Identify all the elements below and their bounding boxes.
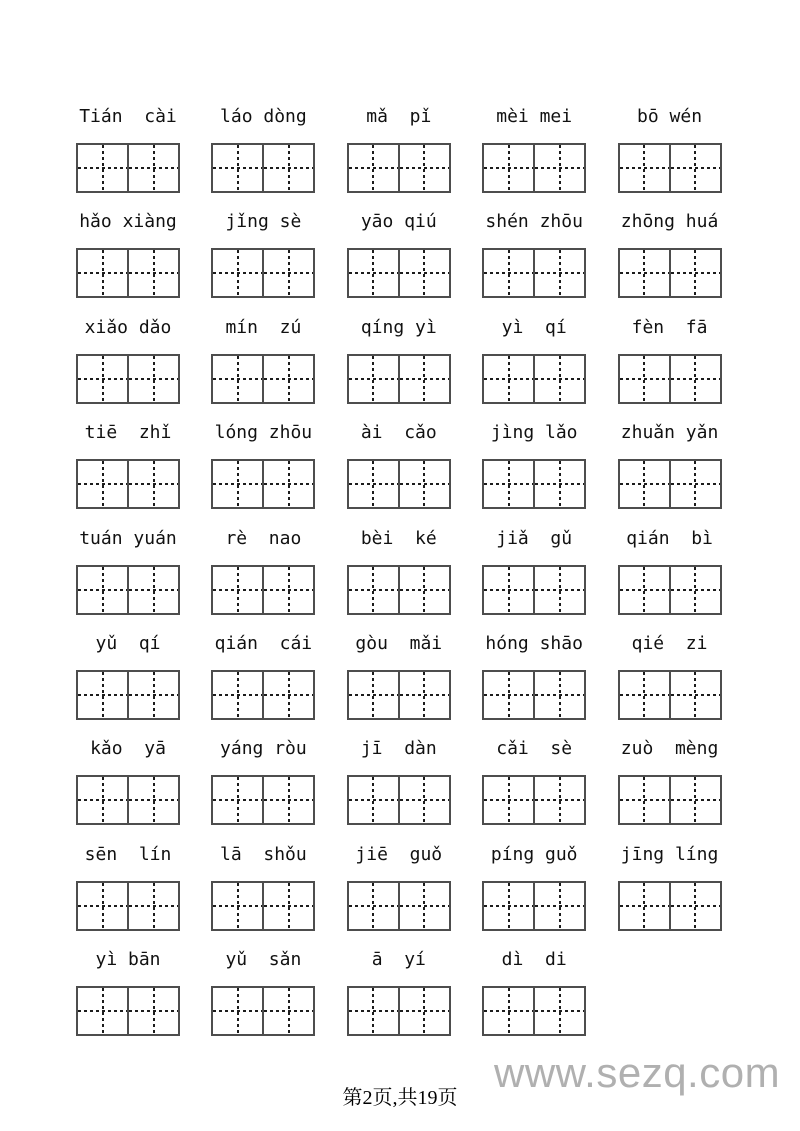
writing-grid <box>347 775 451 825</box>
writing-grid <box>211 248 315 298</box>
pinyin-label: bèi ké <box>360 527 437 549</box>
writing-grid <box>76 775 180 825</box>
grid-cell <box>533 250 584 296</box>
grid-cell <box>484 356 533 402</box>
word-item <box>482 844 586 931</box>
grid-cell <box>533 777 584 823</box>
grid-cell <box>349 250 398 296</box>
grid-cell <box>349 988 398 1034</box>
writing-grid <box>211 143 315 193</box>
grid-cell <box>262 883 313 929</box>
grid-cell <box>398 356 449 402</box>
grid-cell <box>262 250 313 296</box>
pinyin-label: mèi mei <box>496 106 573 127</box>
grid-cell <box>78 777 127 823</box>
grid-cell <box>484 567 533 613</box>
pinyin-label: jī dàn <box>360 738 437 760</box>
writing-grid <box>618 354 722 404</box>
grid-cell <box>213 672 262 718</box>
worksheet-row <box>76 528 800 615</box>
watermark: www.sezq.com <box>494 1049 781 1096</box>
writing-grid <box>211 775 315 825</box>
word-item <box>76 844 180 931</box>
grid-cell <box>349 145 398 191</box>
pinyin-label: jiǎ gǔ <box>496 527 573 549</box>
grid-cell <box>669 883 720 929</box>
grid-cell <box>349 356 398 402</box>
grid-cell <box>398 883 449 929</box>
word-item <box>211 106 315 193</box>
grid-cell <box>669 145 720 191</box>
pinyin-label: rè nao <box>225 527 302 549</box>
page-number: 第2页,共19页 <box>342 1087 458 1109</box>
writing-grid <box>482 881 586 931</box>
word-item <box>347 633 451 720</box>
word-item <box>618 211 722 298</box>
grid-cell <box>533 356 584 402</box>
worksheet-row <box>76 317 800 404</box>
pinyin-label: dì di <box>501 949 567 971</box>
grid-cell <box>349 567 398 613</box>
word-item <box>482 106 586 193</box>
grid-cell <box>398 250 449 296</box>
writing-grid <box>347 670 451 720</box>
grid-cell <box>78 356 127 402</box>
word-item <box>618 738 722 825</box>
word-item <box>211 633 315 720</box>
writing-grid <box>76 354 180 404</box>
pinyin-label: jiē guǒ <box>355 843 443 865</box>
grid-cell <box>533 988 584 1034</box>
grid-cell <box>620 250 669 296</box>
grid-cell <box>262 145 313 191</box>
word-item <box>347 106 451 193</box>
pinyin-label: fèn fā <box>631 316 708 338</box>
writing-grid <box>482 143 586 193</box>
grid-cell <box>533 672 584 718</box>
grid-cell <box>262 567 313 613</box>
writing-grid <box>76 143 180 193</box>
word-item <box>482 422 586 509</box>
word-item <box>76 949 180 1036</box>
grid-cell <box>620 672 669 718</box>
grid-cell <box>398 461 449 507</box>
grid-cell <box>484 250 533 296</box>
word-item <box>347 949 451 1036</box>
word-item <box>76 317 180 404</box>
writing-grid <box>482 354 586 404</box>
grid-cell <box>669 356 720 402</box>
grid-cell <box>484 777 533 823</box>
grid-cell <box>484 883 533 929</box>
grid-cell <box>127 250 178 296</box>
pinyin-label: Tián cài <box>79 106 177 127</box>
grid-cell <box>349 461 398 507</box>
writing-grid <box>618 670 722 720</box>
grid-cell <box>78 672 127 718</box>
pinyin-label: yǔ qí <box>95 632 161 654</box>
pinyin-label: ā yí <box>371 949 426 971</box>
grid-cell <box>262 777 313 823</box>
grid-cell <box>127 883 178 929</box>
worksheet-row <box>76 422 800 509</box>
grid-cell <box>620 883 669 929</box>
grid-cell <box>484 145 533 191</box>
word-item <box>618 528 722 615</box>
grid-cell <box>669 777 720 823</box>
grid-cell <box>620 145 669 191</box>
pinyin-label: jìng lǎo <box>490 422 578 444</box>
writing-grid <box>211 459 315 509</box>
pinyin-label: kǎo yā <box>90 738 166 760</box>
pinyin-label: cǎi sè <box>496 738 573 760</box>
pinyin-label: mín zú <box>225 316 302 338</box>
pinyin-label: yì qí <box>501 316 567 338</box>
grid-cell <box>669 461 720 507</box>
grid-cell <box>213 883 262 929</box>
writing-grid <box>618 775 722 825</box>
pinyin-label: hǎo xiàng <box>79 211 177 233</box>
writing-grid <box>482 459 586 509</box>
grid-cell <box>669 567 720 613</box>
writing-grid <box>211 670 315 720</box>
pinyin-label: qíng yì <box>360 316 437 338</box>
word-item <box>347 738 451 825</box>
grid-cell <box>349 883 398 929</box>
writing-grid <box>618 459 722 509</box>
pinyin-label: sēn lín <box>84 843 172 865</box>
writing-grid <box>618 143 722 193</box>
grid-cell <box>78 988 127 1034</box>
worksheet-row <box>76 738 800 825</box>
word-item <box>211 844 315 931</box>
writing-grid <box>347 881 451 931</box>
grid-cell <box>349 672 398 718</box>
grid-cell <box>213 567 262 613</box>
word-item <box>347 528 451 615</box>
worksheet-row <box>76 949 800 1036</box>
grid-cell <box>620 356 669 402</box>
writing-grid <box>211 986 315 1036</box>
writing-grid <box>347 354 451 404</box>
pinyin-label: yǔ sǎn <box>225 949 302 971</box>
grid-cell <box>213 988 262 1034</box>
grid-cell <box>213 461 262 507</box>
grid-cell <box>127 988 178 1034</box>
word-item <box>76 106 180 193</box>
grid-cell <box>213 145 262 191</box>
writing-grid <box>347 143 451 193</box>
pinyin-label: tiē zhǐ <box>84 422 172 444</box>
word-item <box>618 317 722 404</box>
grid-cell <box>127 145 178 191</box>
word-item <box>211 422 315 509</box>
grid-cell <box>533 883 584 929</box>
worksheet-row <box>76 844 800 931</box>
word-item <box>618 844 722 931</box>
pinyin-label: zuò mèng <box>620 738 719 760</box>
writing-grid <box>482 248 586 298</box>
writing-grid <box>76 565 180 615</box>
word-item <box>618 106 722 193</box>
pinyin-label: zhōng huá <box>620 211 719 233</box>
grid-cell <box>78 145 127 191</box>
word-item <box>347 211 451 298</box>
pinyin-label: píng guǒ <box>490 843 578 865</box>
pinyin-label: jīng líng <box>620 843 719 865</box>
writing-grid <box>76 248 180 298</box>
writing-grid <box>211 354 315 404</box>
grid-cell <box>213 356 262 402</box>
word-item <box>482 528 586 615</box>
word-item <box>618 422 722 509</box>
pinyin-label: lā shǒu <box>220 843 307 865</box>
pinyin-label: zhuǎn yǎn <box>620 422 719 444</box>
word-item <box>482 211 586 298</box>
grid-cell <box>213 777 262 823</box>
grid-cell <box>262 672 313 718</box>
writing-grid <box>618 881 722 931</box>
pinyin-label: gòu mǎi <box>355 632 443 654</box>
grid-cell <box>78 883 127 929</box>
word-item <box>211 738 315 825</box>
grid-cell <box>620 567 669 613</box>
pinyin-label: shén zhōu <box>485 211 583 233</box>
pinyin-label: jǐng sè <box>225 211 302 233</box>
pinyin-label: lóng zhōu <box>214 422 313 444</box>
writing-grid <box>618 565 722 615</box>
writing-grid <box>211 565 315 615</box>
writing-grid <box>347 565 451 615</box>
pinyin-label: yì bān <box>95 949 161 971</box>
pinyin-label: tuán yuán <box>79 527 177 549</box>
writing-grid <box>347 248 451 298</box>
pinyin-label: yāo qiú <box>360 211 437 233</box>
word-item <box>76 528 180 615</box>
grid-cell <box>620 461 669 507</box>
grid-cell <box>127 356 178 402</box>
grid-cell <box>213 250 262 296</box>
writing-grid <box>618 248 722 298</box>
word-item <box>347 422 451 509</box>
grid-cell <box>127 461 178 507</box>
grid-cell <box>620 777 669 823</box>
word-item <box>76 211 180 298</box>
word-item <box>211 211 315 298</box>
grid-cell <box>127 567 178 613</box>
grid-cell <box>398 672 449 718</box>
word-item <box>76 633 180 720</box>
grid-cell <box>262 461 313 507</box>
word-item <box>211 949 315 1036</box>
grid-cell <box>398 777 449 823</box>
word-item <box>347 844 451 931</box>
pinyin-label: xiǎo dǎo <box>84 316 172 338</box>
grid-cell <box>127 777 178 823</box>
pinyin-label: qián bì <box>626 527 713 549</box>
word-item <box>482 738 586 825</box>
grid-cell <box>484 461 533 507</box>
grid-cell <box>533 145 584 191</box>
writing-grid <box>211 881 315 931</box>
grid-cell <box>484 672 533 718</box>
word-item <box>482 317 586 404</box>
pinyin-label: qié zi <box>631 632 708 654</box>
grid-cell <box>349 777 398 823</box>
writing-grid <box>347 459 451 509</box>
grid-cell <box>533 461 584 507</box>
grid-cell <box>669 250 720 296</box>
pinyin-label: mǎ pǐ <box>366 106 432 127</box>
word-item <box>618 633 722 720</box>
pinyin-label: láo dòng <box>220 106 307 127</box>
pinyin-label: hóng shāo <box>485 632 583 654</box>
grid-cell <box>78 250 127 296</box>
word-item <box>76 738 180 825</box>
writing-grid <box>482 986 586 1036</box>
word-item <box>211 317 315 404</box>
writing-grid <box>76 881 180 931</box>
grid-cell <box>262 356 313 402</box>
grid-cell <box>127 672 178 718</box>
pinyin-label: qián cái <box>214 632 313 654</box>
pinyin-label: bō wén <box>637 106 703 127</box>
writing-grid <box>482 670 586 720</box>
word-item <box>76 422 180 509</box>
grid-cell <box>533 567 584 613</box>
pinyin-label: ài cǎo <box>360 422 437 444</box>
worksheet-row <box>76 106 800 193</box>
grid-cell <box>78 567 127 613</box>
worksheet-row <box>76 633 800 720</box>
word-item <box>211 528 315 615</box>
grid-cell <box>669 672 720 718</box>
worksheet-row <box>76 211 800 298</box>
grid-cell <box>484 988 533 1034</box>
pinyin-label: yáng ròu <box>220 738 307 760</box>
grid-cell <box>398 567 449 613</box>
writing-grid <box>76 459 180 509</box>
grid-cell <box>398 988 449 1034</box>
word-item <box>482 949 586 1036</box>
word-item <box>347 317 451 404</box>
writing-grid <box>76 670 180 720</box>
grid-cell <box>398 145 449 191</box>
grid-cell <box>262 988 313 1034</box>
grid-cell <box>78 461 127 507</box>
word-item <box>482 633 586 720</box>
writing-grid <box>482 775 586 825</box>
writing-grid <box>76 986 180 1036</box>
writing-grid <box>482 565 586 615</box>
writing-grid <box>347 986 451 1036</box>
